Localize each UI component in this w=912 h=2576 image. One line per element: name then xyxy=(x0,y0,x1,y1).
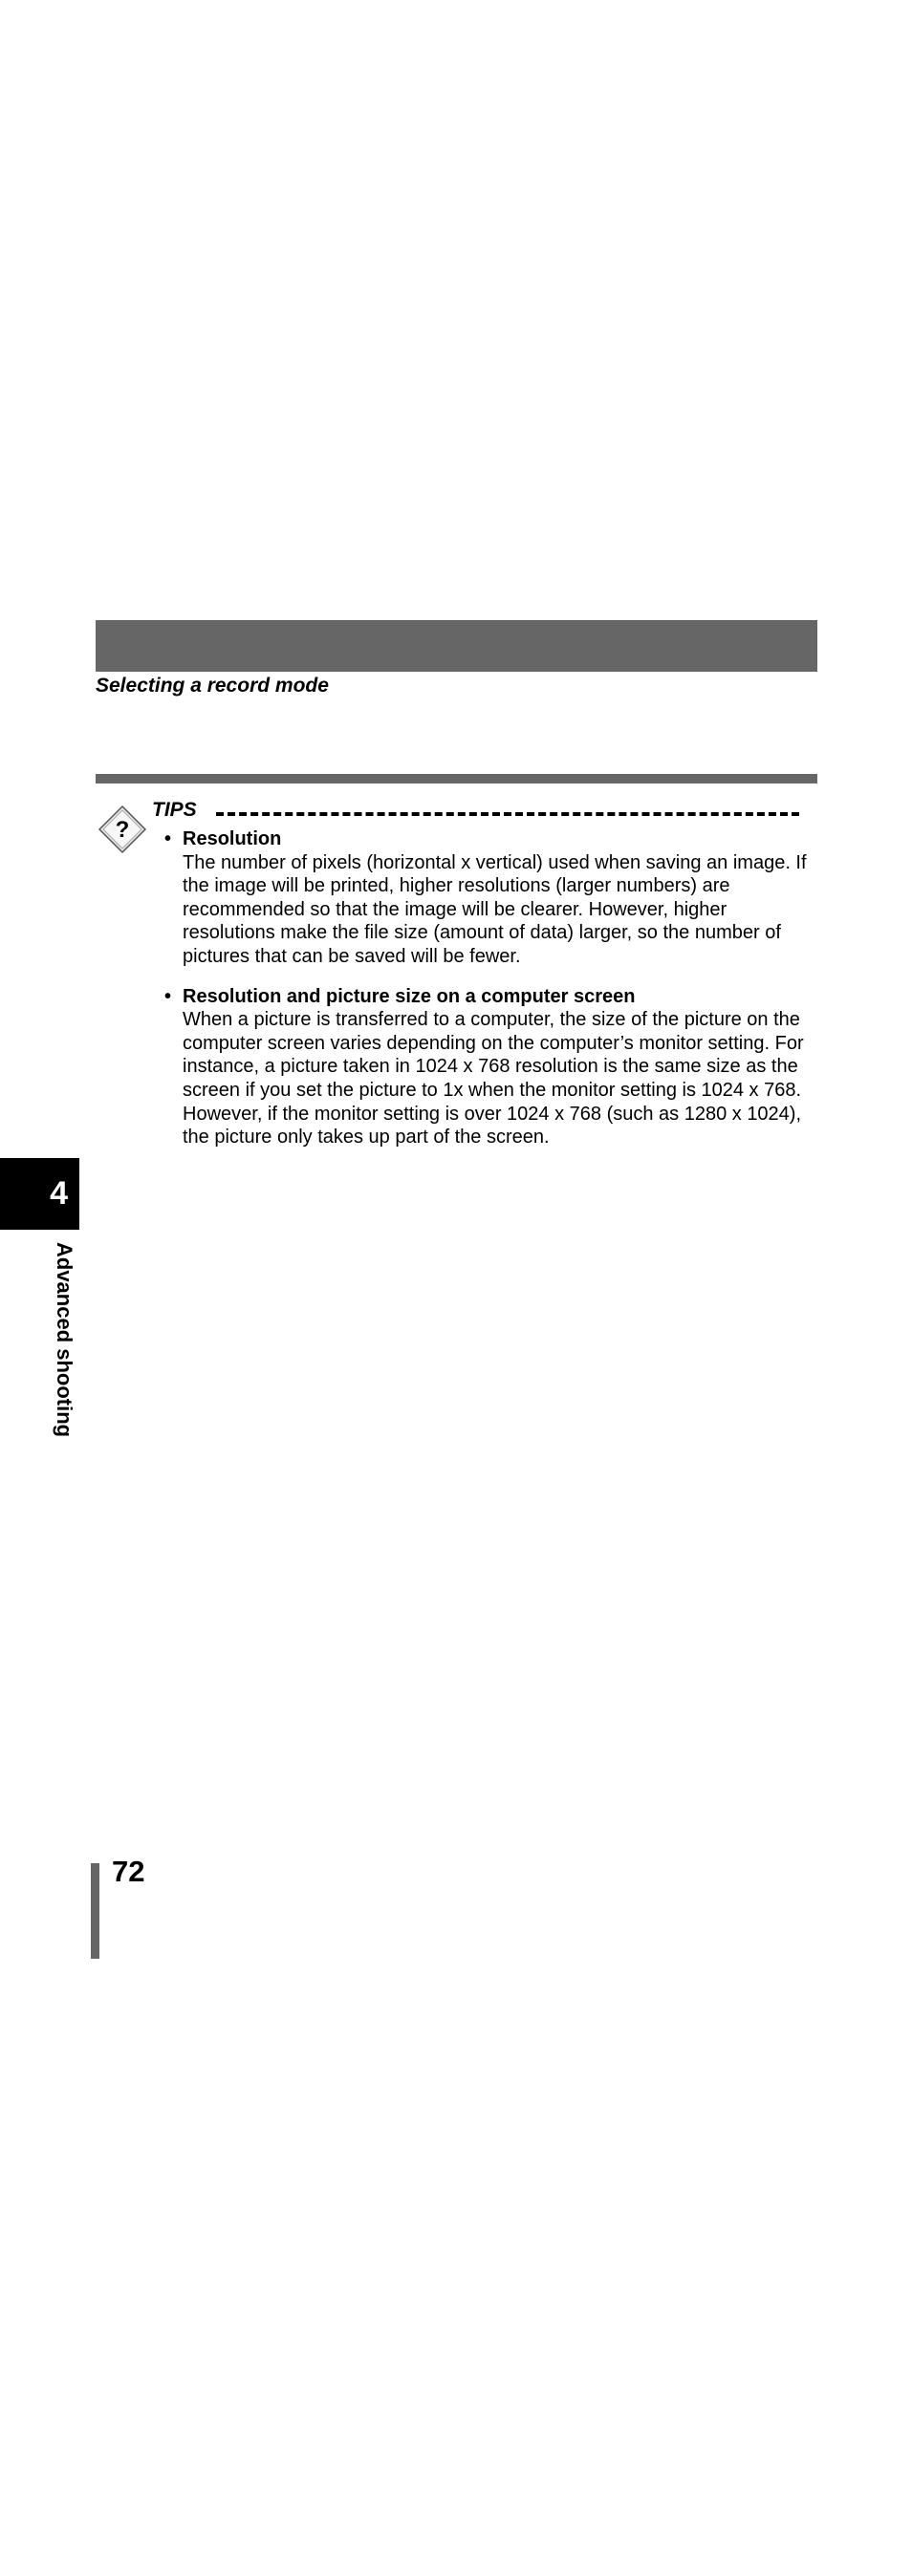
chapter-number: 4 xyxy=(50,1175,68,1212)
tips-dashed-rule xyxy=(216,812,799,816)
chapter-label: Advanced shooting xyxy=(53,1242,76,1438)
bullet: • xyxy=(164,828,172,849)
page-number: 72 xyxy=(112,1855,145,1888)
chapter-number-tab xyxy=(0,1158,79,1230)
section-title: Selecting a record mode xyxy=(96,675,329,697)
list-item xyxy=(164,985,824,1149)
header-band xyxy=(96,620,817,672)
question-icon xyxy=(98,805,147,854)
tips-list xyxy=(164,827,824,1166)
tip-body: The number of pixels (horizontal x vertical) used when saving an image. If the image will be printed, higher resolutions (larger numbers) are recommended so that the image will be clearer. However, higher resolutions make the file size (amount of data) larger, so the number of pictures that can be saved will be fewer. xyxy=(183,851,807,967)
bullet: • xyxy=(164,985,172,1007)
section-divider xyxy=(96,774,817,784)
tip-body: When a picture is transferred to a computer, the size of the picture on the computer screen varies depending on the computer’s monitor setting. For instance, a picture taken in 1024 x 768 resolution is the same size as the screen if you set the picture to 1x when the monitor setting is 1024 x 768. However, if the monitor setting is over 1024 x 768 (such as 1280 x 1024), the picture only takes up part of the screen. xyxy=(183,1009,804,1148)
tips-label: TIPS xyxy=(152,799,197,821)
tip-title: Resolution xyxy=(183,828,282,849)
tip-title: Resolution and picture size on a computer screen xyxy=(183,985,636,1007)
list-item xyxy=(164,827,824,969)
svg-text:?: ? xyxy=(115,817,130,843)
page-number-bar xyxy=(91,1863,99,1959)
